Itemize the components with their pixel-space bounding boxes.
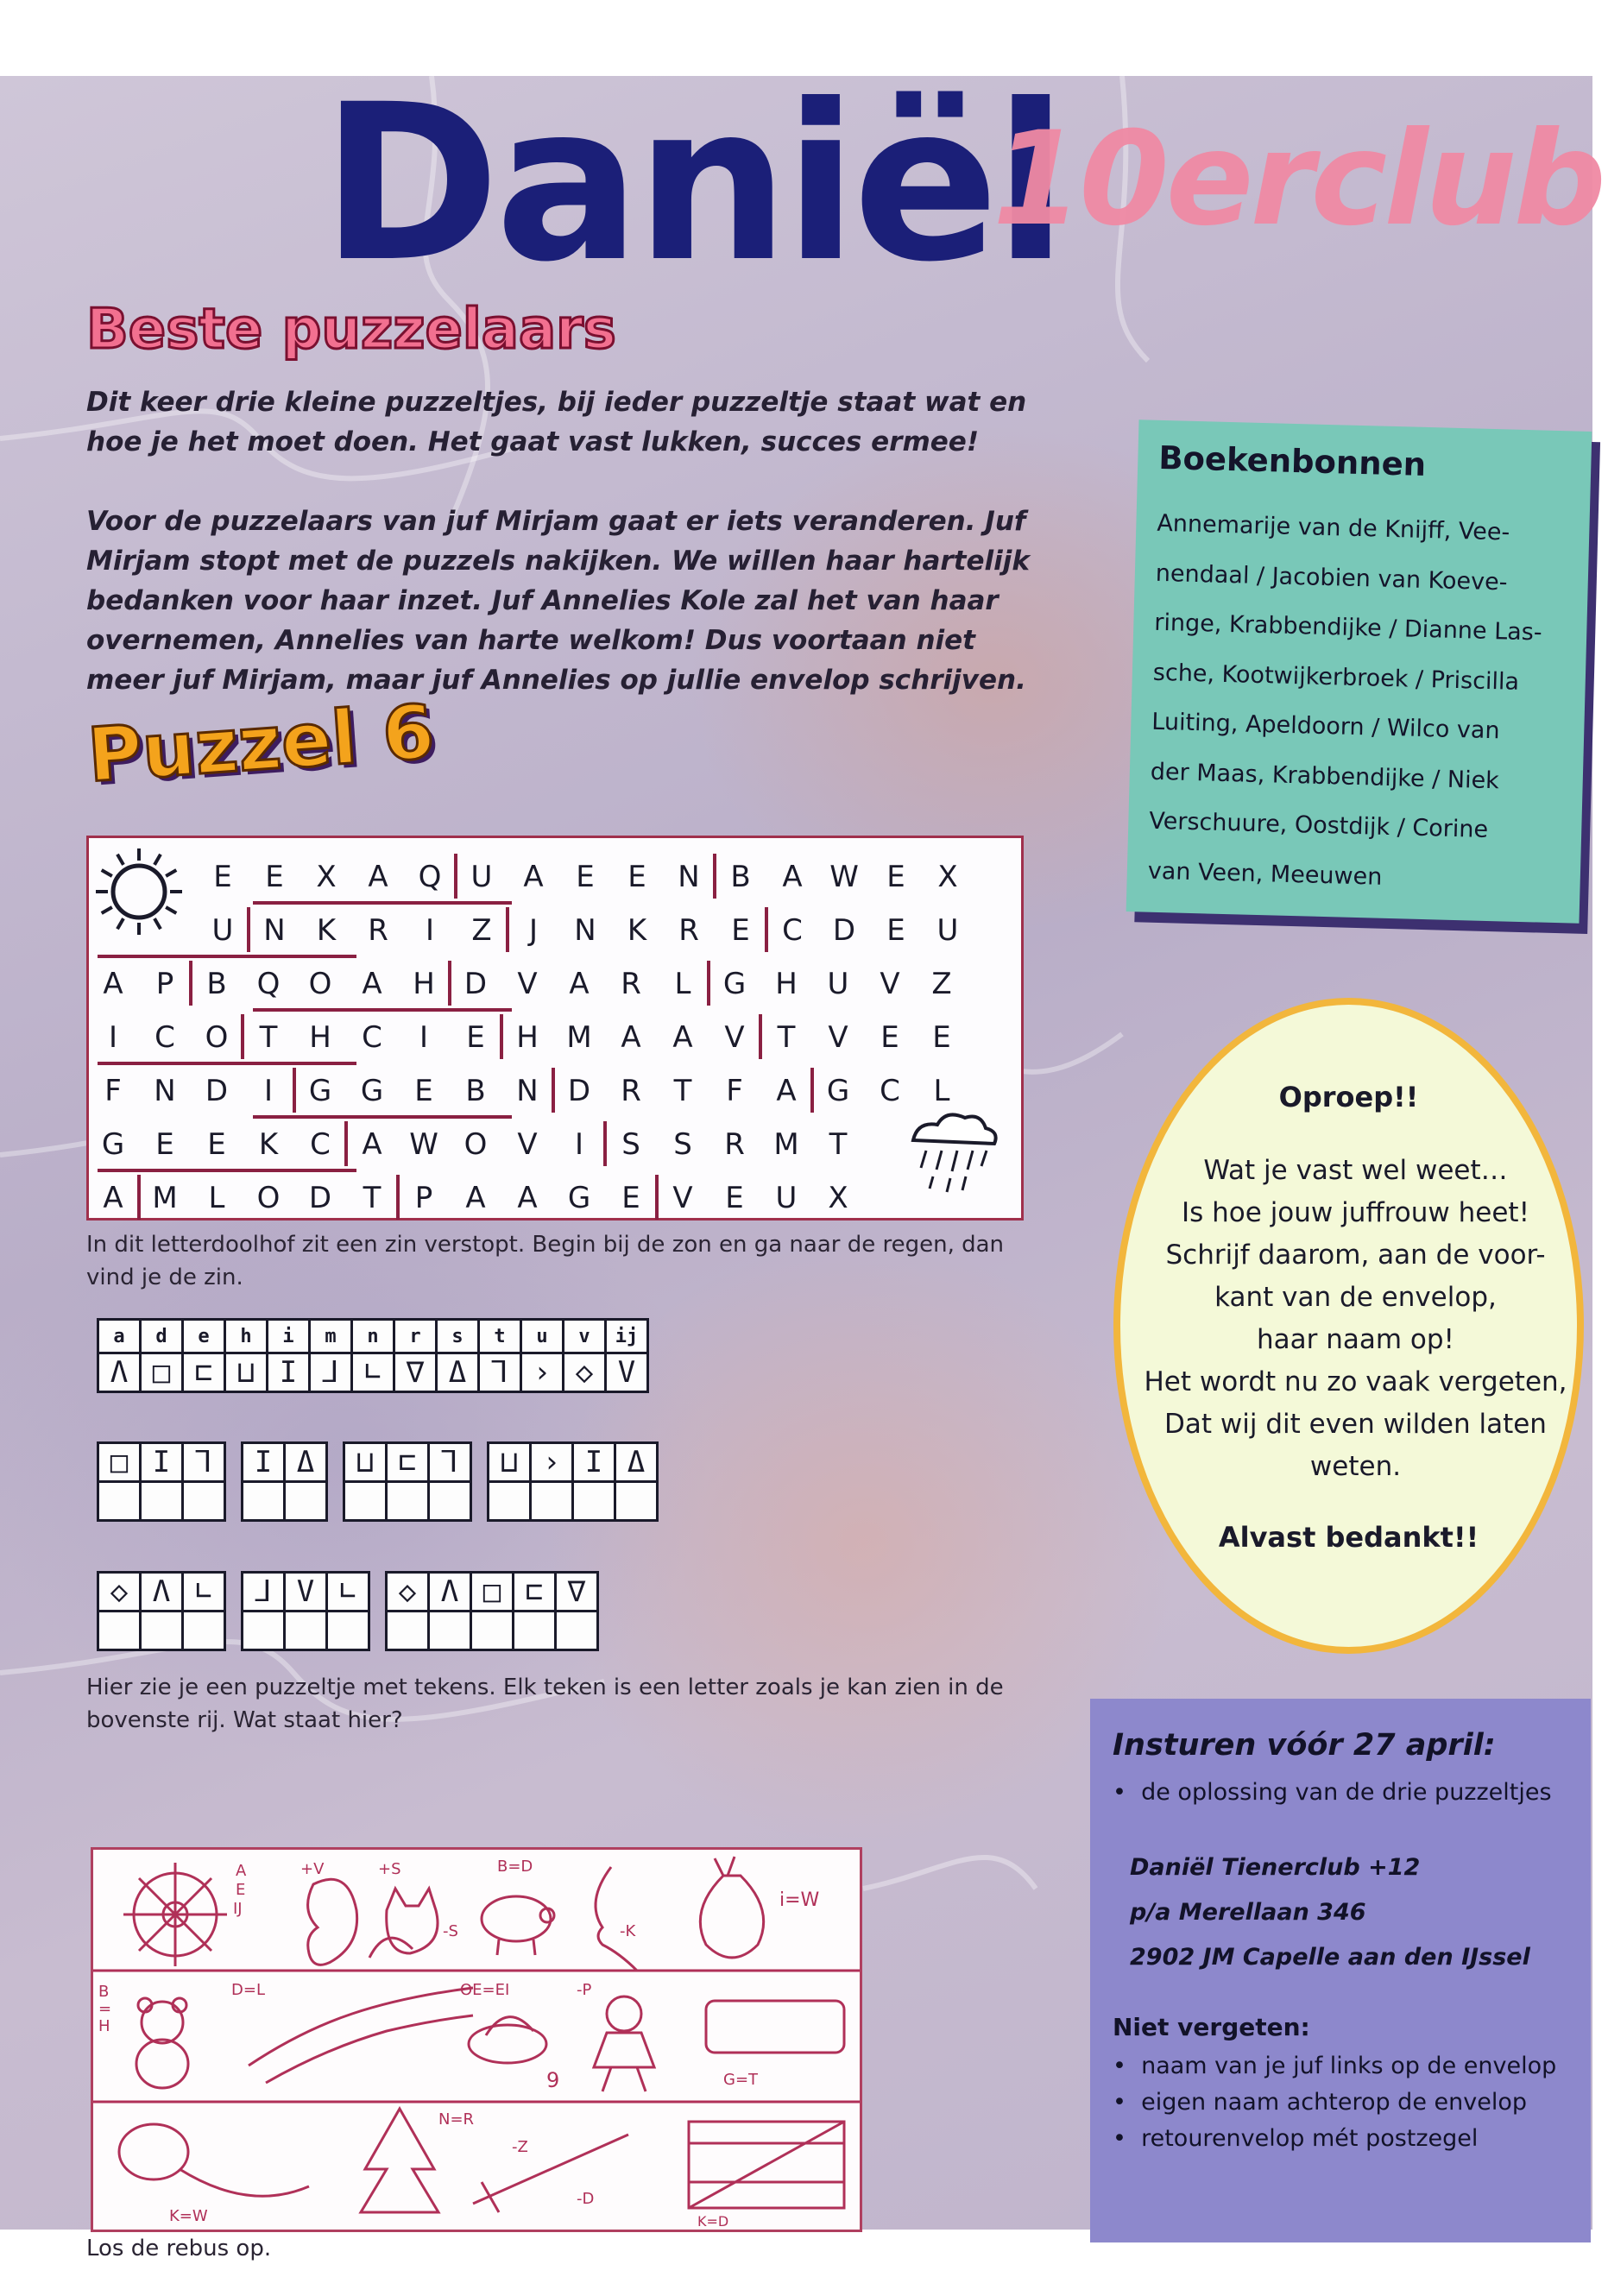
cipher-symbol: ∇: [554, 1571, 599, 1612]
maze-letter: W: [409, 1127, 438, 1162]
maze-letter: S: [621, 1127, 640, 1162]
letter-maze: [86, 836, 1024, 1221]
cat-icon: [369, 1889, 438, 1958]
maze-letter: G: [826, 1074, 850, 1108]
pine-tree-icon: [361, 2109, 438, 2212]
maze-letter: O: [205, 1020, 229, 1055]
cipher-key-letter: h: [224, 1318, 268, 1354]
rebus-label-eq: =: [98, 2000, 112, 2018]
sword-icon: [473, 2135, 628, 2212]
maze-letter: V: [517, 1127, 538, 1162]
maze-letter: A: [465, 1181, 486, 1215]
cipher-answer-box[interactable]: [427, 1610, 472, 1651]
magazine-page: [0, 58, 1603, 2261]
maze-letter: N: [263, 913, 286, 948]
maze-letter: A: [776, 1074, 797, 1108]
cipher-word: [99, 1574, 226, 1651]
puzzle-heading: Puzzel 6: [85, 689, 438, 799]
maze-letter: D: [832, 913, 856, 948]
cipher-answer-box[interactable]: [571, 1480, 616, 1522]
oproep-bubble: [1113, 998, 1584, 1654]
hat-icon: [469, 2017, 546, 2063]
maze-letter: E: [932, 1020, 951, 1055]
cipher-key-symbol: Δ: [435, 1352, 480, 1393]
maze-letter: E: [886, 913, 905, 948]
cipher-word: [99, 1444, 226, 1522]
oproep-line: Is hoe jouw juffrouw heet!: [1182, 1197, 1529, 1228]
rebus-drawings: [93, 1850, 860, 2230]
cipher-symbol: Δ: [614, 1441, 659, 1483]
cipher-symbol: Δ: [283, 1441, 328, 1483]
cipher-symbol: Λ: [427, 1571, 472, 1612]
intro-text: [86, 382, 1036, 700]
maze-letter: A: [362, 967, 382, 1001]
cipher-word: [489, 1444, 659, 1522]
maze-letter: I: [574, 1127, 584, 1162]
ship-wheel-icon: [123, 1863, 227, 1966]
cipher-symbol: ⊏: [385, 1441, 430, 1483]
maze-letter: E: [627, 860, 646, 894]
cipher-answer-box[interactable]: [325, 1610, 370, 1651]
maze-letter: U: [775, 1181, 798, 1215]
cipher-line-1: [99, 1444, 676, 1522]
maze-letter: A: [103, 1181, 123, 1215]
cipher-symbol: ⊔: [487, 1441, 532, 1483]
oproep-line: Dat wij dit even wilden laten: [1164, 1409, 1547, 1440]
maze-letter: E: [621, 1181, 640, 1215]
maze-letter: M: [566, 1020, 592, 1055]
reminder-text: eigen naam achterop de envelop: [1141, 2089, 1527, 2116]
maze-letter: K: [627, 913, 647, 948]
cipher-key-symbol: ⊔: [224, 1352, 268, 1393]
insturen-box: [1090, 1699, 1591, 2242]
oproep-line: kant van de envelop,: [1214, 1282, 1497, 1313]
maze-letter: I: [419, 1020, 429, 1055]
maze-letter: Z: [931, 967, 952, 1001]
maze-letter: E: [725, 1181, 744, 1215]
maze-letter: R: [368, 913, 388, 948]
rebus-label-minus-d: -D: [577, 2190, 595, 2208]
reminder-item: • retourenvelop mét postzegel: [1113, 2125, 1479, 2152]
cipher-answer-box[interactable]: [614, 1480, 659, 1522]
cipher-symbol: □: [97, 1441, 142, 1483]
address-line: p/a Merellaan 346: [1130, 1899, 1366, 1926]
maze-letter: O: [256, 1181, 281, 1215]
rebus-label-oe-ei: OE=EI: [460, 1981, 510, 1999]
cipher-key-symbol: V: [604, 1352, 649, 1393]
pig-icon: [482, 1896, 554, 1955]
stream-icon: [249, 1988, 473, 2083]
maze-letter: N: [678, 860, 700, 894]
oproep-line: Het wordt nu zo vaak vergeten,: [1144, 1366, 1567, 1397]
cipher-symbol: ◇: [97, 1571, 142, 1612]
maze-letter: G: [308, 1074, 332, 1108]
maze-letter: H: [516, 1020, 539, 1055]
club-subtitle: 10erclub: [993, 104, 1603, 255]
postal-address: [1130, 1845, 1573, 1980]
cipher-answer-box[interactable]: [181, 1480, 226, 1522]
maze-letter: J: [528, 913, 539, 948]
maze-letter: V: [828, 1020, 848, 1055]
rebus-label-h: H: [98, 2017, 110, 2035]
maze-letter: U: [470, 860, 493, 894]
cipher-key-letter: d: [139, 1318, 184, 1354]
cipher-symbol: ⅂: [427, 1441, 472, 1483]
cipher-key-symbol: Λ: [97, 1352, 142, 1393]
winner-line: Luiting, Apeldoorn / Wilco van: [1151, 708, 1500, 745]
maze-letter: T: [259, 1020, 278, 1055]
cipher-symbol: ⊏: [512, 1571, 557, 1612]
rebus-caption: Los de rebus op.: [86, 2236, 272, 2261]
maze-letter: O: [308, 967, 332, 1001]
winner-line: ringe, Krabbendijke / Dianne Las-: [1153, 609, 1542, 647]
maze-letter: A: [523, 860, 544, 894]
maze-letter: M: [773, 1127, 799, 1162]
cipher-symbol: I: [139, 1441, 184, 1483]
boekenbonnen-title: Boekenbonnen: [1157, 438, 1427, 483]
cipher-answer-box[interactable]: [97, 1480, 142, 1522]
rebus-label-plus-v: +V: [300, 1860, 325, 1878]
reminder-text: retourenvelop mét postzegel: [1141, 2125, 1479, 2152]
maze-letter: E: [155, 1127, 174, 1162]
cipher-word: [345, 1444, 472, 1522]
cipher-key-letter: u: [520, 1318, 564, 1354]
maze-letter: D: [567, 1074, 591, 1108]
maze-letter: E: [466, 1020, 485, 1055]
maze-letter: N: [516, 1074, 539, 1108]
maze-letter: D: [308, 1181, 332, 1215]
rebus-label-b: B: [98, 1983, 110, 2001]
maze-letter: U: [211, 913, 234, 948]
gate-icon: [689, 2122, 844, 2208]
maze-letter: X: [316, 860, 337, 894]
cipher-key-letter: s: [435, 1318, 480, 1354]
cipher-symbol: V: [283, 1571, 328, 1612]
maze-letter: B: [730, 860, 751, 894]
maze-letter: V: [672, 1181, 693, 1215]
cipher-answer-box[interactable]: [487, 1480, 532, 1522]
maze-letter: H: [309, 1020, 331, 1055]
maze-letter: A: [672, 1020, 693, 1055]
maze-caption: In dit letterdoolhof zit een zin verstopt. Begin bij de zon en ga naar de regen, dan vind je de zin.: [86, 1232, 1005, 1290]
maze-letter: C: [310, 1127, 331, 1162]
onion-icon: [700, 1857, 763, 1958]
cipher-key-letter: e: [181, 1318, 226, 1354]
cipher-key-symbol: I: [266, 1352, 311, 1393]
maze-letter: U: [827, 967, 849, 1001]
cipher-key-letter: v: [562, 1318, 607, 1354]
oproep-text: [1103, 1150, 1608, 1488]
maze-letter: A: [368, 860, 388, 894]
sun-icon: [96, 848, 182, 935]
maze-letter: T: [829, 1127, 848, 1162]
maze-letter: A: [782, 860, 803, 894]
maze-letter: C: [880, 1074, 900, 1108]
maze-letter: V: [724, 1020, 745, 1055]
cipher-answer-box[interactable]: [385, 1480, 430, 1522]
letter-maze-grid: [89, 838, 1021, 1218]
rebus-label-b-d: B=D: [497, 1858, 533, 1876]
rebus-puzzle: [91, 1847, 862, 2232]
maze-letter: G: [567, 1181, 591, 1215]
cipher-key-letter: ij: [604, 1318, 649, 1354]
cipher-symbol: ∟: [325, 1571, 370, 1612]
maze-letter: E: [414, 1074, 433, 1108]
maze-letter: A: [621, 1020, 641, 1055]
cipher-key-symbol: ◇: [562, 1352, 607, 1393]
maze-letter: M: [152, 1181, 178, 1215]
cipher-key-symbol: ∇: [393, 1352, 438, 1393]
maze-letter: N: [574, 913, 596, 948]
cipher-symbol: ∟: [181, 1571, 226, 1612]
winner-line: sche, Kootwijkerbroek / Priscilla: [1152, 659, 1520, 696]
maze-letter: G: [360, 1074, 384, 1108]
cipher-answer-box[interactable]: [139, 1610, 184, 1651]
winner-line: der Maas, Krabbendijke / Niek: [1150, 758, 1500, 794]
cipher-answer-box[interactable]: [283, 1480, 328, 1522]
cipher-key-letter: m: [308, 1318, 353, 1354]
maze-letter: G: [722, 967, 747, 1001]
cipher-symbol: I: [241, 1441, 286, 1483]
address-line: Daniël Tienerclub +12: [1130, 1854, 1421, 1881]
winner-line: Verschuure, Oostdijk / Corine: [1148, 807, 1489, 843]
cipher-key: [99, 1321, 649, 1393]
rebus-label-9: 9: [546, 2068, 560, 2092]
maze-letter: D: [463, 967, 488, 1001]
rebus-label-minus-s: -S: [443, 1922, 458, 1940]
reminder-item: • eigen naam achterop de envelop: [1113, 2089, 1527, 2116]
boekenbonnen-box: [1126, 419, 1592, 924]
winner-line: nendaal / Jacobien van Koeve-: [1155, 559, 1508, 596]
maze-letter: A: [569, 967, 590, 1001]
rebus-label-e: E: [236, 1881, 246, 1899]
hedge-icon: [706, 2001, 844, 2053]
maze-letter: X: [937, 860, 958, 894]
oproep-closing: Alvast bedankt!!: [1218, 1521, 1479, 1554]
insturen-item-text: de oplossing van de drie puzzeltjes: [1141, 1779, 1552, 1806]
cipher-symbol: Λ: [139, 1571, 184, 1612]
cipher-answer-box[interactable]: [427, 1480, 472, 1522]
cipher-answer-box[interactable]: [241, 1610, 286, 1651]
cipher-symbol: ›: [529, 1441, 574, 1483]
reminder-item: • naam van je juf links op de envelop: [1113, 2053, 1557, 2079]
cipher-key-symbol: ›: [520, 1352, 564, 1393]
cipher-symbol: □: [470, 1571, 514, 1612]
maze-letter: L: [933, 1074, 950, 1108]
maze-letter: H: [775, 967, 798, 1001]
maze-letter: E: [265, 860, 284, 894]
maze-letter: K: [258, 1127, 279, 1162]
maze-letter: L: [674, 967, 691, 1001]
maze-letter: T: [673, 1074, 692, 1108]
maze-letter: E: [886, 860, 905, 894]
cipher-symbol: ⅂: [181, 1441, 226, 1483]
maze-letter: F: [104, 1074, 122, 1108]
cipher-symbol: ⅃: [241, 1571, 286, 1612]
maze-letter: C: [362, 1020, 382, 1055]
maze-letter: W: [829, 860, 859, 894]
maze-letter: B: [206, 967, 227, 1001]
rebus-label-d-l: D=L: [231, 1981, 265, 1999]
cipher-key-symbol: □: [139, 1352, 184, 1393]
maze-letter: D: [205, 1074, 229, 1108]
address-line: 2902 JM Capelle aan den IJssel: [1130, 1944, 1530, 1971]
cipher-answer-box[interactable]: [512, 1610, 557, 1651]
cipher-key-symbols: [99, 1354, 649, 1393]
cipher-answer-box[interactable]: [529, 1480, 574, 1522]
maze-letter: A: [517, 1181, 538, 1215]
reminder-text: naam van je juf links op de envelop: [1141, 2053, 1557, 2079]
maze-letter: V: [517, 967, 538, 1001]
insturen-item: • de oplossing van de drie puzzeltjes: [1113, 1779, 1552, 1806]
rebus-label-minus-z: -Z: [512, 2138, 528, 2156]
oproep-title: Oproep!!: [1278, 1081, 1419, 1113]
maze-letter: V: [880, 967, 900, 1001]
maze-letter: A: [103, 967, 123, 1001]
cipher-key-letters: [99, 1321, 649, 1354]
maze-letter: N: [154, 1074, 176, 1108]
cipher-answer-box[interactable]: [283, 1610, 328, 1651]
cipher-answer-box[interactable]: [343, 1480, 388, 1522]
insturen-title: Insturen vóór 27 april:: [1113, 1728, 1496, 1763]
winner-line: Annemarije van de Knijff, Vee-: [1157, 509, 1510, 546]
rebus-label-a: A: [236, 1862, 247, 1880]
maze-letter: Q: [418, 860, 442, 894]
maze-letter: F: [726, 1074, 743, 1108]
cipher-key-letter: t: [477, 1318, 522, 1354]
cipher-answer-box[interactable]: [470, 1610, 514, 1651]
cipher-answer-box[interactable]: [97, 1610, 142, 1651]
rebus-label-plus-s: +S: [378, 1860, 401, 1878]
rain-cloud-icon: [913, 1114, 996, 1192]
cipher-key-letter: r: [393, 1318, 438, 1354]
maze-letter: U: [936, 913, 959, 948]
maze-letter: H: [413, 967, 435, 1001]
intro-paragraph-1: Dit keer drie kleine puzzeltjes, bij ieder puzzeltje staat wat en hoe je het moet doen. Het gaat vast lukken, succes ermee!: [86, 387, 1027, 457]
maze-letter: X: [828, 1181, 848, 1215]
maze-letter: I: [425, 913, 435, 948]
maze-letter: A: [362, 1127, 382, 1162]
cipher-key-symbol: ⅂: [477, 1352, 522, 1393]
ear-icon: [308, 1879, 357, 1965]
cipher-answer-box[interactable]: [241, 1480, 286, 1522]
maze-letter: E: [213, 860, 232, 894]
maze-letter: C: [154, 1020, 175, 1055]
cipher-key-letter: a: [97, 1318, 142, 1354]
face-profile-icon: [596, 1867, 637, 1971]
maze-letter: O: [463, 1127, 488, 1162]
cipher-symbol: I: [571, 1441, 616, 1483]
maze-letter: T: [363, 1181, 382, 1215]
rebus-label-i-w: i=W: [779, 1889, 820, 1911]
lasso-icon: [119, 2124, 309, 2196]
maze-letter: T: [777, 1020, 796, 1055]
maze-letter: C: [782, 913, 803, 948]
rebus-label-n-r: N=R: [438, 2110, 475, 2129]
cipher-key-letter: n: [350, 1318, 395, 1354]
maze-letter: K: [316, 913, 337, 948]
rebus-label-ij: IJ: [233, 1900, 243, 1918]
maze-letter: P: [414, 1181, 433, 1215]
cipher-symbol: ⊔: [343, 1441, 388, 1483]
cipher-symbol: ◇: [385, 1571, 430, 1612]
maze-letter: Q: [256, 967, 281, 1001]
maze-letter: P: [155, 967, 174, 1001]
cipher-answer-box[interactable]: [139, 1480, 184, 1522]
magazine-title: Daniël: [321, 58, 1063, 309]
oproep-line: haar naam op!: [1256, 1324, 1454, 1355]
cipher-key-letter: i: [266, 1318, 311, 1354]
cipher-word: [243, 1444, 328, 1522]
cipher-answer-box[interactable]: [385, 1610, 430, 1651]
cipher-key-symbol: ⊏: [181, 1352, 226, 1393]
rebus-label-minus-p: -P: [577, 1981, 592, 1999]
cipher-word: [243, 1574, 370, 1651]
maze-letter: E: [576, 860, 595, 894]
cipher-line-2: [99, 1574, 616, 1651]
maze-letter: L: [208, 1181, 225, 1215]
maze-letter: Z: [471, 913, 492, 948]
winner-line: van Veen, Meeuwen: [1147, 857, 1383, 891]
maze-letter: I: [263, 1074, 274, 1108]
oproep-line: Schrijf daarom, aan de voor-: [1165, 1239, 1546, 1271]
maze-letter: R: [621, 1074, 641, 1108]
teddy-bear-icon: [136, 1998, 188, 2088]
cipher-key-symbol: ⅃: [308, 1352, 353, 1393]
reminder-title: Niet vergeten:: [1113, 2013, 1310, 2041]
maze-letter: G: [101, 1127, 125, 1162]
maze-letter: R: [678, 913, 699, 948]
maze-letter: E: [207, 1127, 226, 1162]
intro-paragraph-2: Voor de puzzelaars van juf Mirjam gaat er iets veranderen. Juf Mirjam stopt met de puzzels nakijken. We willen haar hartelijk bedanken voor haar inzet. Juf Annelies Kole zal het van haar overnemen, Annelies van harte welkom! Dus voortaan niet meer juf Mirjam, maar juf Annelies op jullie envelop schrijven.: [86, 506, 1031, 696]
rebus-label-k-d: K=D: [697, 2213, 729, 2230]
maze-letter: R: [724, 1127, 745, 1162]
oproep-line: weten.: [1309, 1451, 1402, 1482]
maze-letter: S: [673, 1127, 692, 1162]
cipher-key-symbol: ∟: [350, 1352, 395, 1393]
cipher-caption: Hier zie je een puzzeltje met tekens. Elk teken is een letter zoals je kan zien in de bovenste rij. Wat staat hier?: [86, 1675, 1004, 1733]
rebus-label-g-t: G=T: [723, 2071, 759, 2089]
oproep-line: Wat je vast wel weet…: [1203, 1155, 1508, 1186]
maze-letter: B: [465, 1074, 486, 1108]
cipher-answer-box[interactable]: [181, 1610, 226, 1651]
doll-icon: [594, 1996, 654, 2091]
maze-letter: I: [108, 1020, 118, 1055]
rebus-label-k-w: K=W: [169, 2207, 208, 2225]
maze-letter: E: [731, 913, 750, 948]
cipher-answer-box[interactable]: [554, 1610, 599, 1651]
cipher-word: [388, 1574, 599, 1651]
rebus-label-minus-k: -K: [620, 1922, 636, 1940]
maze-letter: R: [621, 967, 641, 1001]
maze-letter: E: [880, 1020, 899, 1055]
intro-heading: Beste puzzelaars: [86, 298, 616, 362]
boekenbonnen-winners: [1147, 499, 1569, 906]
